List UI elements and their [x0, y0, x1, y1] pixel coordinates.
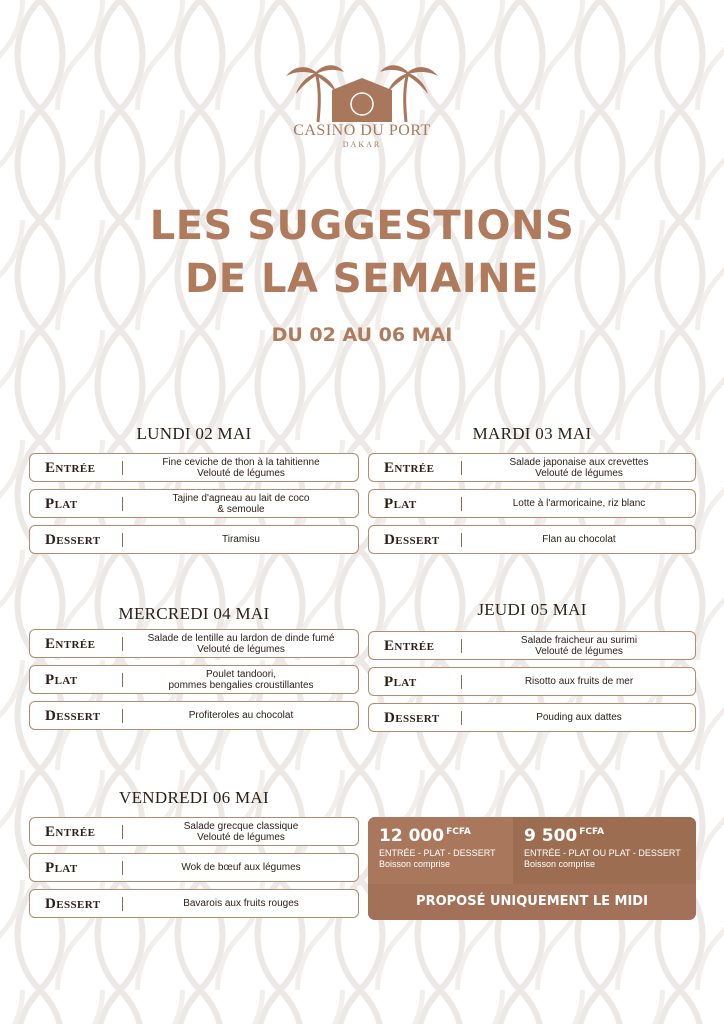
divider: [122, 861, 123, 875]
day-wednesday: [29, 604, 359, 737]
pricing-options: [368, 817, 696, 884]
dish-line: Tiramisu: [222, 534, 260, 545]
page-title-line1: LES SUGGESTIONS: [149, 203, 575, 249]
dish-line: Salade de lentille au lardon de dinde fumé: [147, 632, 335, 644]
day-title: VENDREDI 06 MAI: [119, 788, 269, 807]
dish-text: [128, 854, 354, 881]
course-label: Dessert: [45, 532, 101, 548]
dish-line: Profiteroles au chocolat: [188, 710, 294, 721]
dish-line: Poulet tandoori,: [205, 668, 277, 680]
menu-row-entree: [368, 631, 696, 660]
dish-line: pommes bengalies croustillantes: [168, 679, 314, 691]
day-friday: [29, 788, 359, 925]
dish-text: [128, 630, 354, 657]
dish-text: [467, 632, 691, 659]
course-label: Dessert: [384, 710, 440, 726]
course-label: Dessert: [45, 896, 101, 912]
menu-row-entree: [29, 817, 359, 846]
menu-row-plat: [29, 853, 359, 882]
menu-row-dessert: [368, 525, 696, 554]
dish-text: [467, 454, 691, 481]
menu-row-plat: [368, 667, 696, 696]
day-monday: [29, 424, 359, 561]
course-label: Plat: [45, 496, 78, 512]
menu-row-entree: [29, 629, 359, 658]
dish-line: Lotte à l'armoricaine, riz blanc: [512, 498, 646, 509]
currency: FCFA: [446, 827, 471, 837]
palm-house-logo-icon: [282, 62, 442, 124]
course-label: Entrée: [45, 636, 96, 652]
dish-text: [128, 454, 354, 481]
dish-line: Salade grecque classique: [183, 820, 299, 832]
dish-line: Velouté de légumes: [197, 831, 285, 843]
menu-row-plat: [29, 665, 359, 694]
divider: [461, 461, 462, 475]
day-title: MERCREDI 04 MAI: [118, 604, 270, 623]
dish-line: Pouding aux dattes: [536, 712, 622, 723]
divider: [461, 675, 462, 689]
dish-line: Salade japonaise aux crevettes: [509, 456, 649, 468]
course-label: Entrée: [45, 824, 96, 840]
price-amount: [524, 826, 604, 846]
course-label: Plat: [45, 860, 78, 876]
divider: [122, 497, 123, 511]
dish-text: [128, 702, 354, 729]
course-label: Entrée: [384, 460, 435, 476]
page-title-line2: DE LA SEMAINE: [185, 256, 539, 302]
course-label: Plat: [384, 496, 417, 512]
menu-row-entree: [368, 453, 696, 482]
price-note: Boisson comprise: [379, 859, 451, 869]
divider: [461, 711, 462, 725]
menu-row-plat: [368, 489, 696, 518]
amount-value: 12 000: [379, 826, 445, 846]
dish-line: Risotto aux fruits de mer: [524, 676, 634, 687]
divider: [122, 897, 123, 911]
day-title: JEUDI 05 MAI: [477, 600, 587, 619]
dish-text: [128, 490, 354, 517]
divider: [122, 533, 123, 547]
course-label: Dessert: [384, 532, 440, 548]
amount-value: 9 500: [524, 826, 578, 846]
day-thursday: [368, 600, 696, 739]
course-label: Plat: [45, 672, 78, 688]
price-option-full: [368, 817, 513, 884]
course-label: Entrée: [384, 638, 435, 654]
course-label: Plat: [384, 674, 417, 690]
dish-text: [128, 890, 354, 917]
course-label: Dessert: [45, 708, 101, 724]
currency: FCFA: [579, 827, 605, 837]
casino-logo: [282, 62, 442, 162]
price-description: ENTRÉE - PLAT OU PLAT - DESSERT: [524, 848, 681, 858]
menu-row-dessert: [29, 525, 359, 554]
dish-line: Velouté de légumes: [197, 467, 285, 479]
day-title: LUNDI 02 MAI: [136, 424, 252, 443]
dish-text: [467, 526, 691, 553]
divider: [461, 497, 462, 511]
dish-text: [128, 818, 354, 845]
dish-line: Velouté de légumes: [197, 643, 285, 655]
dish-text: [128, 526, 354, 553]
day-tuesday: [368, 424, 696, 561]
dish-line: Velouté de légumes: [535, 467, 623, 479]
dish-line: Tajine d'agneau au lait de coco: [172, 492, 310, 504]
menu-row-entree: [29, 453, 359, 482]
dish-line: Velouté de légumes: [535, 645, 623, 657]
brand-city: DAKAR: [342, 140, 382, 149]
dish-line: Wok de bœuf aux légumes: [181, 862, 301, 873]
menu-row-dessert: [368, 703, 696, 732]
price-description: ENTRÉE - PLAT - DESSERT: [379, 848, 496, 858]
dish-text: [467, 668, 691, 695]
dish-text: [467, 704, 691, 731]
dish-line: Flan au chocolat: [542, 534, 616, 545]
brand-name: CASINO DU PORT: [293, 122, 431, 139]
price-option-partial: [513, 817, 696, 884]
pricing-box: [368, 817, 696, 920]
lunch-only-notice: PROPOSÉ UNIQUEMENT LE MIDI: [368, 884, 696, 920]
divider: [461, 533, 462, 547]
menu-row-plat: [29, 489, 359, 518]
dish-line: Fine ceviche de thon à la tahitienne: [162, 456, 320, 468]
course-label: Entrée: [45, 460, 96, 476]
divider: [122, 709, 123, 723]
day-title: MARDI 03 MAI: [472, 424, 592, 443]
dish-text: [128, 666, 354, 693]
dish-text: [467, 490, 691, 517]
divider: [122, 673, 123, 687]
price-amount: [379, 826, 471, 846]
dish-line: Bavarois aux fruits rouges: [183, 898, 299, 909]
dish-line: & semoule: [217, 503, 265, 515]
divider: [122, 825, 123, 839]
menu-row-dessert: [29, 889, 359, 918]
price-note: Boisson comprise: [524, 859, 596, 869]
divider: [122, 637, 123, 651]
divider: [461, 639, 462, 653]
divider: [122, 461, 123, 475]
dish-line: Salade fraicheur au surimi: [520, 634, 638, 646]
menu-row-dessert: [29, 701, 359, 730]
week-dates: DU 02 AU 06 MAI: [271, 324, 453, 346]
